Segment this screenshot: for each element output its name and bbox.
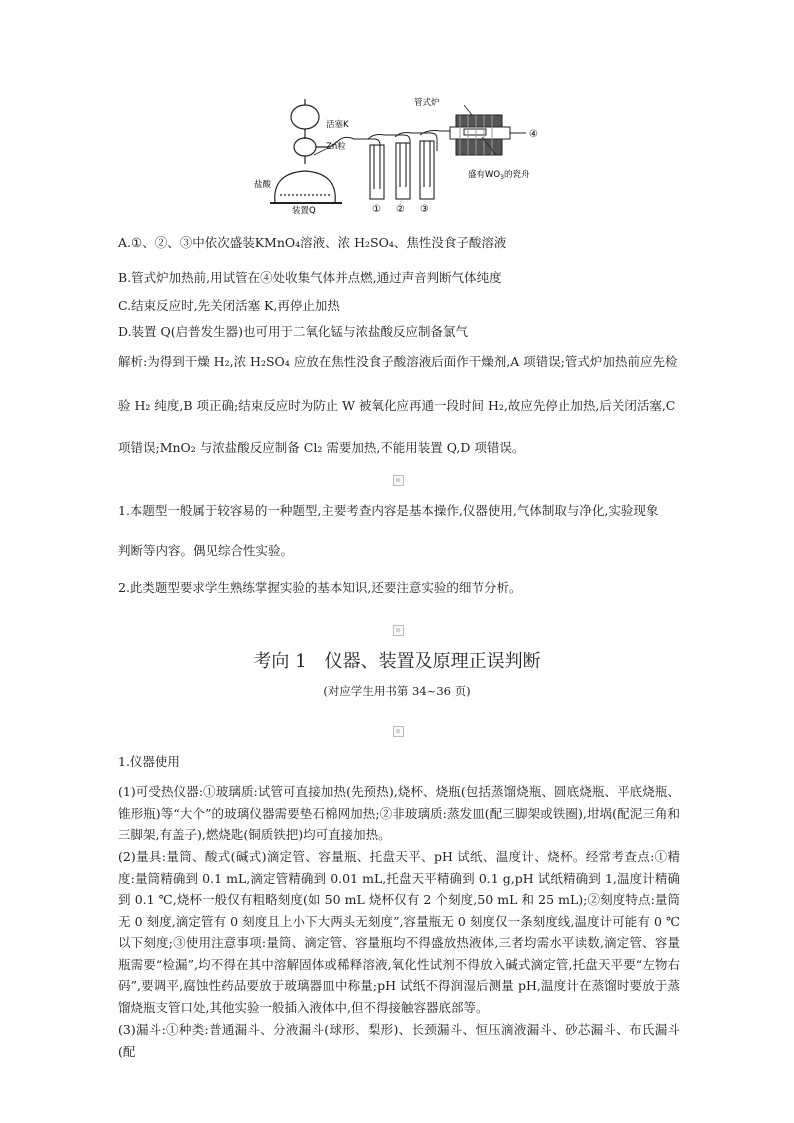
option-d: D.装置 Q(启普发生器)也可用于二氧化锰与浓盐酸反应制备氯气 bbox=[118, 324, 469, 339]
tube-furnace bbox=[450, 105, 510, 155]
label-acid: 盐酸 bbox=[254, 180, 272, 190]
note-1-line-2: 判断等内容。偶见综合性实验。 bbox=[118, 543, 294, 558]
analysis-line-3: 项错误;MnO₂ 与浓盐酸反应制备 Cl₂ 需要加热,不能用装置 Q,D 项错误。 bbox=[118, 440, 525, 455]
paragraph-measuring-tools: (2)量具:量筒、酸式(碱式)滴定管、容量瓶、托盘天平、pH 试纸、温度计、烧杯。经常考查点:①精度:量筒精确到 0.1 mL,滴定管精确到 0.01 mL,托盘天平精确到 0.1 g,pH 试纸精确到 1,温度计精确到 0.1 ℃,烧杯一般仅有粗略刻度(如 50 mL 烧杯仅有 2 个刻度,50 mL 和 25 mL);②刻度特点:量筒无 0 刻度,滴定管有 0 刻度且上小下大两头无刻度”,容量瓶无 0 刻度仅一条刻度线,温度计可能有 0 ℃以下刻度;③使用注意事项:量筒、滴定管、容量瓶均不得盛放热液体,三者均需水平读数,滴定管、容量瓶需要“检漏”,均不得在其中溶解固体或稀释溶液,氧化性试剂不得放入碱式滴定管,托盘天平要“左物右码”,要调平,腐蚀性药品要放于玻璃器皿中称量;pH 试纸不得润湿后测量 pH,温度计在蒸馏时要放于蒸馏烧瓶支管口处,其他实验一般插入液体中,但不得接触容器底部等。 bbox=[118, 849, 680, 1015]
section-title: 考向 1 仪器、装置及原理正误判断 bbox=[253, 651, 541, 672]
option-c: C.结束反应时,先关闭活塞 K,再停止加热 bbox=[118, 298, 340, 313]
label-boat: 盛有$WO_3$的瓷舟 bbox=[468, 170, 530, 181]
wash-bottles bbox=[370, 141, 434, 199]
image-placeholder-icon bbox=[393, 726, 404, 737]
label-4: ④ bbox=[529, 129, 538, 140]
image-placeholder-icon bbox=[393, 475, 404, 486]
section-subtitle: (对应学生用书第 34~36 页) bbox=[323, 684, 471, 698]
image-placeholder-icon bbox=[393, 625, 404, 636]
note-1-line-1: 1.本题型一般属于较容易的一种题型,主要考查内容是基本操作,仪器使用,气体制取与净化,实验现象 bbox=[118, 503, 659, 518]
label-2: ② bbox=[396, 204, 405, 215]
label-zn: Zn粒 bbox=[326, 142, 346, 152]
option-a: A.①、②、③中依次盛装KMnO₄溶液、浓 H₂SO₄、焦性没食子酸溶液 bbox=[118, 235, 507, 250]
label-1: ① bbox=[372, 204, 381, 215]
body-heading: 1.仪器使用 bbox=[118, 754, 180, 769]
label-valve: 活塞K bbox=[326, 120, 349, 130]
paragraph-funnels: (3)漏斗:①种类:普通漏斗、分液漏斗(球形、梨形)、长颈漏斗、恒压滴液漏斗、砂芯漏斗、布氏漏斗(配 bbox=[118, 1022, 680, 1059]
label-device: 装置Q bbox=[292, 206, 316, 216]
option-b: B.管式炉加热前,用试管在④处收集气体并点燃,通过声音判断气体纯度 bbox=[118, 270, 502, 285]
label-3: ③ bbox=[420, 204, 429, 215]
analysis-line-1: 解析:为得到干燥 H₂,浓 H₂SO₄ 应放在焦性没食子酸溶液后面作干燥剂,A 项错误;管式炉加热前应先检 bbox=[118, 354, 678, 369]
label-furnace: 管式炉 bbox=[414, 98, 440, 108]
paragraph-heatable-instruments: (1)可受热仪器:①玻璃质:试管可直接加热(先预热),烧杯、烧瓶(包括蒸馏烧瓶、圆底烧瓶、平底烧瓶、锥形瓶)等“大个”的玻璃仪器需要垫石棉网加热;②非玻璃质:蒸发皿(配三脚架或铁圈),坩埚(配泥三角和三脚架,有盖子),燃烧匙(铜质铁把)均可直接加热。 bbox=[118, 784, 680, 842]
note-2: 2.此类题型要求学生熟练掌握实验的基本知识,还要注意实验的细节分析。 bbox=[118, 580, 522, 595]
apparatus-figure bbox=[250, 95, 550, 220]
analysis-line-2: 验 H₂ 纯度,B 项正确;结束反应时为防止 W 被氧化应再通一段时间 H₂,故应先停止加热,后关闭活塞,C bbox=[118, 398, 676, 413]
